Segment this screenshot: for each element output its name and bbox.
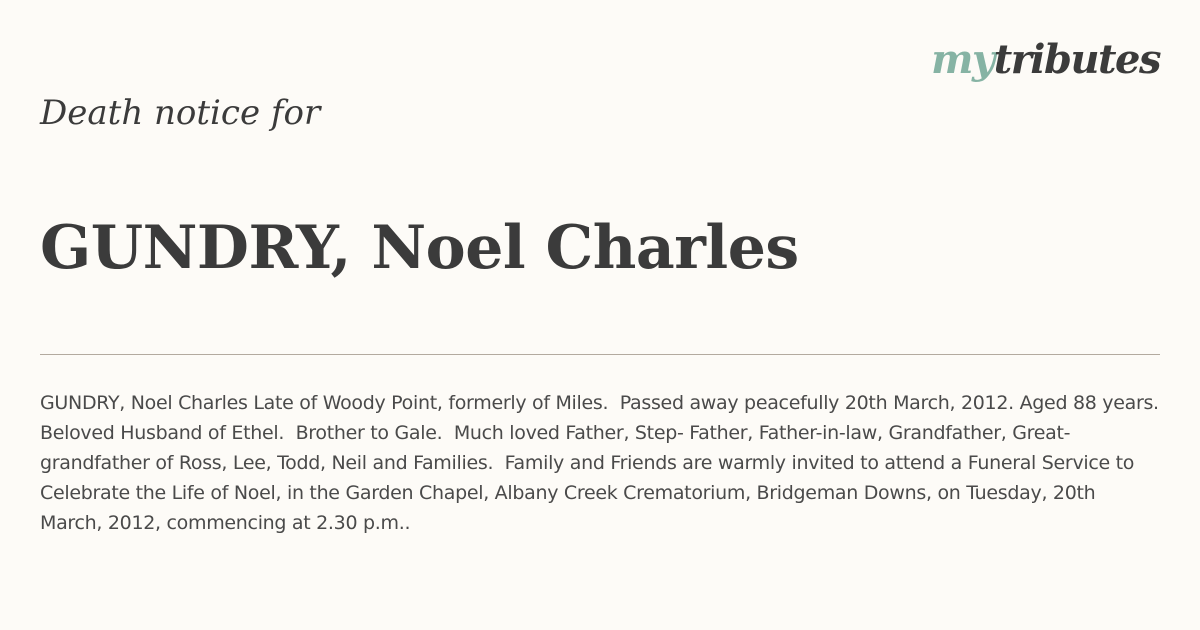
logo-prefix: my (931, 36, 994, 83)
notice-body-text: GUNDRY, Noel Charles Late of Woody Point, formerly of Miles. Passed away peacefully 20th March, 2012. Aged 88 years. Beloved Husband of Ethel. Brother to Gale. Much loved Father, Step- Father, Father-in-law, Grandfather, Great-grandfather of Ross, Lee, Todd, Neil and Families. Family and Friends are warmly invited to attend a Funeral Service to Celebrate the Life of Noel, in the Garden Chapel, Albany Creek Crematorium, Bridgeman Downs, on Tuesday, 20th March, 2012, commencing at 2.30 p.m.. (40, 392, 1171, 534)
logo-suffix: tributes (993, 36, 1160, 83)
divider (40, 354, 1160, 355)
notice-type-heading: Death notice for (40, 93, 321, 133)
mytributes-logo[interactable] (931, 36, 1160, 84)
deceased-name-title: GUNDRY, Noel Charles (40, 213, 799, 283)
